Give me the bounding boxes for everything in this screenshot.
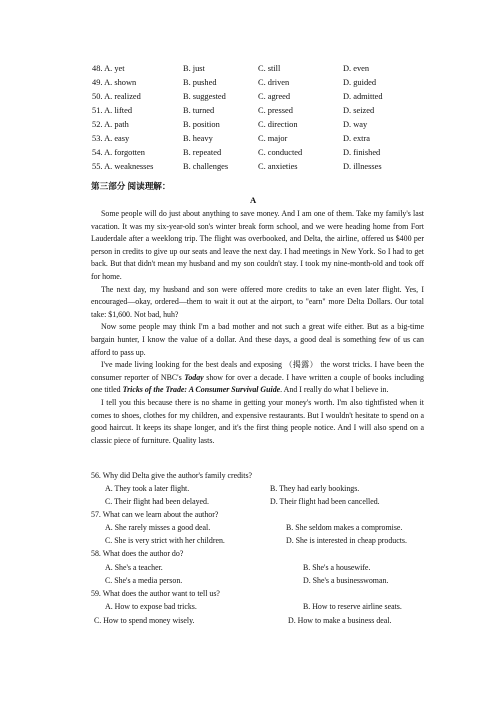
option-b: B. repeated [183,148,222,157]
question-57-option-b[interactable]: B. She seldom makes a compromise. [286,523,403,532]
paragraph-4-text-a: I've made living looking for the best deals and exposing （揭露） the worst tricks. I have been the consumer reporter of NBC's [91,360,424,382]
option-c: C. direction [258,120,298,129]
passage-paragraph-2: The next day, my husband and son were offered more credits to take an even later flight. Yes, I encouraged—okay, ordered—them to wait it out at the airport, to "earn" more Delta Dollars. Our total take: $1,600. Not bad, huh? [91,284,424,319]
option-b: B. heavy [183,134,213,143]
option-b: B. just [183,64,205,73]
section-title: 第三部分 阅读理解： [91,181,171,191]
passage-paragraph-5: I tell you this because there is no shame in getting your money's worth. I'm also tightfisted when it comes to shoes, clothes for my children, and expensive restaurants. But I wouldn't hesitate to spend on a good haircut. It keeps its shape longer, and it's the first thing people notice. And I will also spend on a classic piece of furniture. Quality lasts. [91,397,424,445]
question-56-option-d[interactable]: D. Their flight had been cancelled. [270,497,380,506]
option-d: D. guided [343,78,377,87]
option-a: 51. A. lifted [92,106,133,115]
question-56-option-b[interactable]: B. They had early bookings. [270,484,360,493]
option-c: C. pressed [258,106,293,115]
option-a: 52. A. path [92,120,129,129]
question-57-option-c[interactable]: C. She is very strict with her children. [105,536,225,545]
passage-paragraph-4 [91,359,424,397]
option-d: D. admitted [343,92,383,101]
paragraph-4-text-b: show for over a decade. I have written a couple of books including one titled [91,372,425,395]
option-c: C. driven [258,78,290,87]
option-a: 48. A. yet [92,64,125,73]
passage-paragraph-3: Now some people may think I'm a bad mother and not such a great wife either. But as a big-time bargain hunter, I know the value of a dollar. And these days, a good deal is something few of us can afford to pass up. [91,322,424,357]
option-b: B. position [183,120,220,129]
option-b: B. turned [183,106,215,115]
question-59-option-c[interactable]: C. How to spend money wisely. [94,616,195,625]
option-b: B. challenges [183,162,229,171]
question-57-stem: 57. What can we learn about the author? [91,510,219,519]
show-title: Today [184,372,204,382]
question-58-option-b[interactable]: B. She's a housewife. [303,563,371,572]
question-56-option-a[interactable]: A. They took a later flight. [105,484,190,493]
option-c: C. major [258,134,288,143]
option-c: C. conducted [258,148,303,157]
passage-paragraph-1: Some people will do just about anything to save money. And I am one of them. Take my family's last vacation. It was my six-year-old son's winter break form school, and we were heading home from Fort Lauderdale after a weeklong trip. The flight was overbooked, and Delta, the airline, offered us $400 per person in credits to give up our seats and leave the next day. I had meetings in New York. So I had to get back. But that didn't mean my husband and my son couldn't stay. I took my nine-month-old and took off for home. [91,209,424,281]
question-58-stem: 58. What does the author do? [91,549,184,558]
option-a: 50. A. realized [92,92,141,101]
question-57-option-a[interactable]: A. She rarely misses a good deal. [105,523,211,532]
option-a: 49. A. shown [92,78,137,87]
question-57-option-d[interactable]: D. She is interested in cheap products. [286,536,407,545]
option-a: 54. A. forgotten [92,148,145,157]
question-59-option-a[interactable]: A. How to expose bad tricks. [105,602,197,611]
option-a: 53. A. easy [92,134,130,143]
option-c: C. anxieties [258,162,298,171]
question-59-stem: 59. What does the author want to tell us? [91,589,220,598]
option-d: D. extra [343,134,370,143]
question-58-option-d[interactable]: D. She's a businesswoman. [303,576,389,585]
question-58-option-c[interactable]: C. She's a media person. [105,576,183,585]
paragraph-4-text-c: . And I really do what I believe in. [280,385,389,395]
option-d: D. illnesses [343,162,382,171]
option-b: B. pushed [183,78,217,87]
option-d: D. way [343,120,368,129]
question-56-option-c[interactable]: C. Their flight had been delayed. [105,497,209,506]
passage-letter: A [250,195,257,205]
option-d: D. seized [343,106,375,115]
reading-passage [91,208,424,447]
question-59-option-b[interactable]: B. How to reserve airline seats. [303,602,402,611]
option-b: B. suggested [183,92,226,101]
option-c: C. agreed [258,92,291,101]
option-c: C. still [258,64,281,73]
option-d: D. finished [343,148,381,157]
option-d: D. even [343,64,370,73]
book-title: Tricks of the Trade: A Consumer Survival Guide [122,385,281,395]
question-59-option-d[interactable]: D. How to make a business deal. [288,616,392,625]
question-58-option-a[interactable]: A. She's a teacher. [105,563,163,572]
question-56-stem: 56. Why did Delta give the author's family credits? [91,471,253,480]
option-a: 55. A. weaknesses [92,162,154,171]
